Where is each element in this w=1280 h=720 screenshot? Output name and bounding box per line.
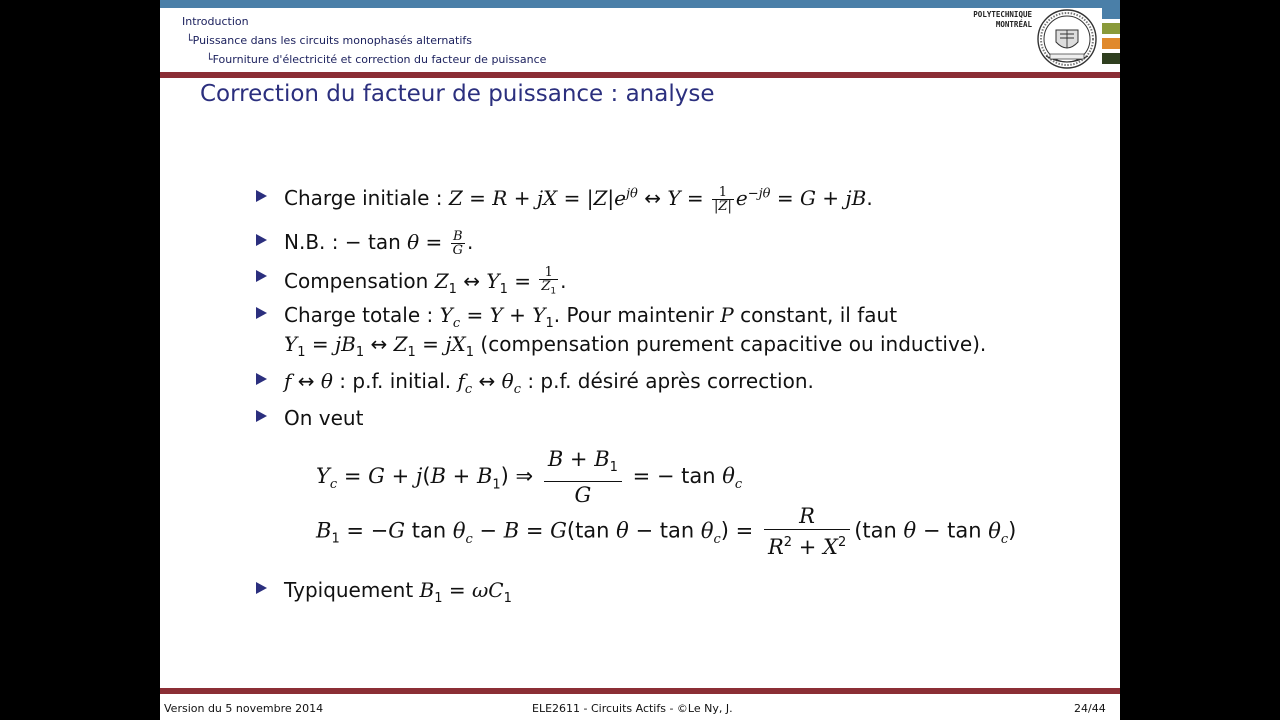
footer-rule [160,688,1120,694]
bullet-text: f ↔ θ : p.f. initial. $f_c$ ↔ $\theta_c$ : p.f. désiré après correction. [284,369,814,397]
nav-level3[interactable]: Fourniture d'électricité et correction du facteur de puissance [212,53,547,66]
slide [160,0,1120,720]
text-a: : p.f. initial. [339,369,452,393]
tree-branch-icon: └ [186,34,193,47]
bullet-text: N.B. : − tan θ = $\frac{B}{G}$ . [284,229,474,258]
bullet-triangle-icon [256,234,267,246]
tail2: constant, il faut [740,303,898,327]
tail: . Pour maintenir [553,303,714,327]
text-b: : p.f. désiré après correction. [527,369,814,393]
label: Typiquement [284,578,414,602]
line2: (compensation purement capacitive ou inductive). [480,332,987,356]
footer [160,699,1120,719]
bullet-triangle-icon [256,410,267,422]
logo-line2: MONTRÉAL [995,20,1032,29]
label: Charge totale : [284,303,434,327]
label: Charge initiale : [284,186,443,210]
bullet-text: Compensation $Z_1$ ↔ $Y_1$ = $\frac{1}{Z_1}$ . [284,265,567,297]
slide-content [160,0,1120,720]
bullet-text: Charge totale : $Y_c = Y + Y_1$. Pour maintenir P constant, il faut [284,303,898,331]
bullet-text: On veut [284,406,364,430]
nav-level2[interactable]: Puissance dans les circuits monophasés alternatifs [192,34,473,47]
footer-page-number: 24/44 [1074,702,1106,715]
label: Compensation [284,268,429,293]
label: N.B. : [284,230,339,254]
bullet-triangle-icon [256,373,267,385]
tree-branch-icon: └ [206,53,213,66]
bullet-triangle-icon [256,582,267,594]
bullet-triangle-icon [256,190,267,202]
bullet-text: $Y_1 = jB_1$ ↔ $Z_1 = jX_1$ (compensation purement capacitive ou inductive). [284,332,987,360]
bullet-text: Charge initiale : Z = R + jX = $|Z|e^{j\theta}$ ↔ Y = $\frac{1}{|Z|}$ $e^{-j\theta} = G$ + jB. [284,185,873,214]
bullet-text: Typiquement $B_1 = \omega C_1$ [284,578,512,606]
footer-version: Version du 5 novembre 2014 [164,702,324,715]
bullet-triangle-icon [256,307,267,319]
nav-level1[interactable]: Introduction [182,15,249,28]
logo-line1: POLYTECHNIQUE [973,10,1032,19]
footer-course: ELE2611 - Circuits Actifs - ©Le Ny, J. [532,702,733,715]
equation-1: $Y_c = G + j(B + B_1)$ ⇒ $\frac{B + B_1}{G}$ = − $\tan \theta_c$ [316,447,743,508]
equation-2: $B_1 = -G$ $\tan \theta_c - B = G(\tan$ $\theta - \tan \theta_c$) = $\frac{R}{R^2 + X^2}$ (tan $\theta - \tan \theta_c$) [316,504,1017,559]
slide-title: Correction du facteur de puissance : analyse [200,81,715,107]
bullet-triangle-icon [256,270,267,282]
